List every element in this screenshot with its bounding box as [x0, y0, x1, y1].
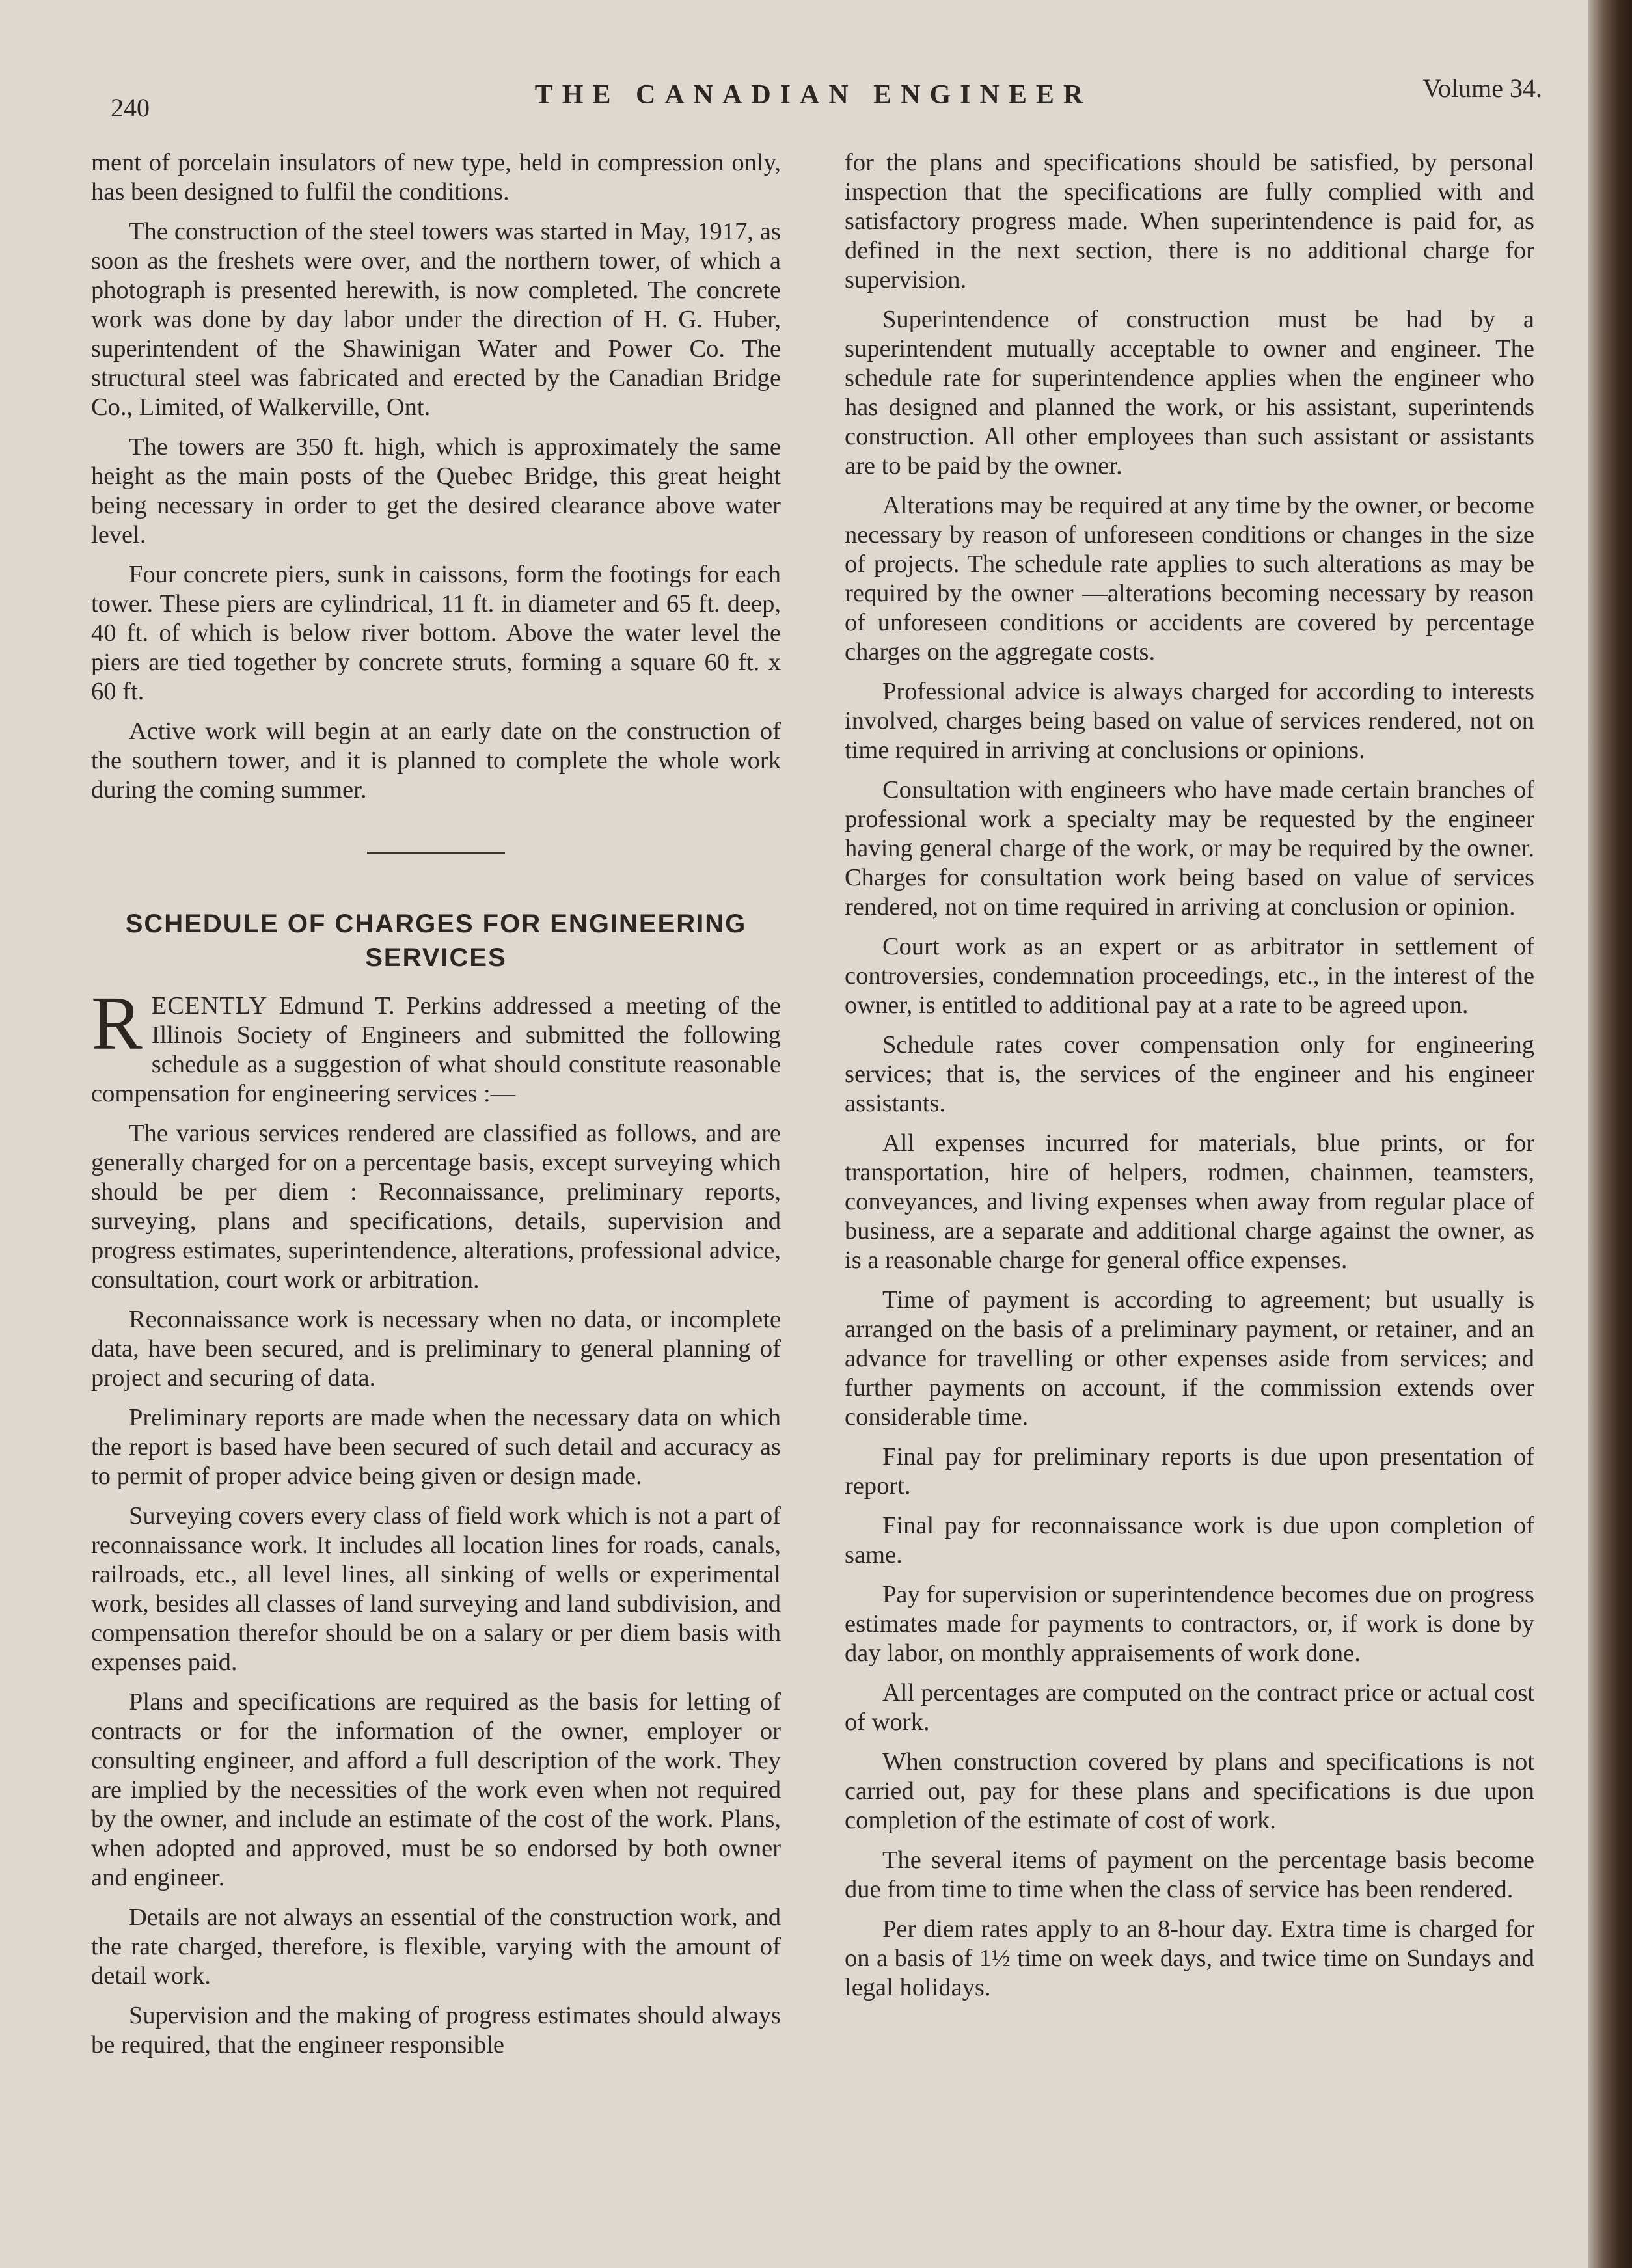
- paragraph: Details are not always an essential of the construction work, and the rate charged, therefore, is flexible, varying with the amount of detail work.: [91, 1904, 781, 1990]
- article-heading-line: SCHEDULE OF CHARGES FOR ENGINEERING: [125, 910, 747, 938]
- paragraph: Active work will begin at an early date on the construction of the southern tower, and it is planned to complete the whole work during the coming summer.: [91, 718, 781, 803]
- paragraph: Alterations may be required at any time by the owner, or become necessary by reason of unforeseen conditions or changes in the size of projects. The schedule rate applies to such alterations as may be required by the owner —alterations becoming necessary by reason of unforeseen conditions or accidents are covered by percentage charges on the aggregate costs.: [845, 492, 1534, 666]
- paragraph: Consultation with engineers who have made certain branches of professional work a specialty may be requested by the engineer having general charge of the work, or may be required by the owner. Charges for consultation work being based on value of services rendered, not on time required in arriving at conclusion or opinion.: [845, 776, 1534, 921]
- paragraph: The several items of payment on the percentage basis become due from time to time when the class of service has been rendered.: [845, 1846, 1534, 1903]
- paragraph: Schedule rates cover compensation only for engineering services; that is, the services of the engineer and his engineer assistants.: [845, 1031, 1534, 1117]
- paragraph: Preliminary reports are made when the necessary data on which the report is based have been secured of such detail and accuracy as to permit of proper advice being given or design made.: [91, 1404, 781, 1490]
- article-heading-line: SERVICES: [365, 943, 507, 972]
- paragraph: The construction of the steel towers was started in May, 1917, as soon as the freshets were over, and the northern tower, of which a photograph is presented herewith, is now completed. The concrete work was done by day labor under the direction of H. G. Huber, superintendent of the Shawinigan Water and Power Co. The structural steel was fabricated and erected by the Canadian Bridge Co., Limited, of Walkerville, Ont.: [91, 218, 781, 421]
- paragraph: Final pay for reconnaissance work is due upon completion of same.: [845, 1512, 1534, 1569]
- paragraph: Court work as an expert or as arbitrator in settlement of controversies, condemnation proceedings, etc., in the interest of the owner, is entitled to additional pay at a rate to be agreed upon.: [845, 933, 1534, 1019]
- section-divider: [367, 852, 505, 854]
- paragraph: Plans and specifications are required as the basis for letting of contracts or for the information of the owner, employer or consulting engineer, and afford a full description of the work. They are implied by the necessities of the work even when not required by the owner, and include an estimate of the cost of the work. Plans, when adopted and approved, must be so endorsed by both owner and engineer.: [91, 1688, 781, 1891]
- paragraph: Four concrete piers, sunk in caissons, form the footings for each tower. These piers are cylindrical, 11 ft. in diameter and 65 ft. deep, 40 ft. of which is below river bottom. Above the water level the piers are tied together by concrete struts, forming a square 60 ft. x 60 ft.: [91, 561, 781, 705]
- paragraph: Supervision and the making of progress estimates should always be required, that the engineer responsible: [91, 2002, 781, 2059]
- drop-cap: R: [91, 980, 143, 1066]
- volume-label: Volume 34.: [1422, 74, 1542, 103]
- lead-small-caps: ECENTLY: [151, 992, 268, 1019]
- paragraph: When construction covered by plans and specifications is not carried out, pay for these plans and specifications is due upon completion of the estimate of cost of work.: [845, 1748, 1534, 1834]
- paragraph: Professional advice is always charged for according to interests involved, charges being based on value of services rendered, not on time required in arriving at conclusions or opinions.: [845, 678, 1534, 764]
- book-spine: [1588, 0, 1632, 2268]
- paragraph: Surveying covers every class of field work which is not a part of reconnaissance work. It includes all location lines for roads, canals, railroads, etc., all level lines, all sinking of wells or experimental work, besides all classes of land surveying and land subdivision, and compensation therefor should be on a salary or per diem basis with expenses paid.: [91, 1502, 781, 1676]
- page-number: 240: [111, 93, 150, 122]
- running-head: [85, 73, 1542, 122]
- paragraph: All expenses incurred for materials, blue prints, or for transportation, hire of helpers, rodmen, chainmen, teamsters, conveyances, and living expenses when away from regular place of business, are a separate and additional charge against the owner, as is a reasonable charge for general office expenses.: [845, 1129, 1534, 1274]
- right-column: [845, 148, 1534, 2013]
- paragraph: Reconnaissance work is necessary when no data, or incomplete data, have been secured, and is preliminary to general planning of project and securing of data.: [91, 1306, 781, 1392]
- paragraph: ment of porcelain insulators of new type, held in compression only, has been designed to fulfil the conditions.: [91, 149, 781, 206]
- paragraph: Time of payment is according to agreement; but usually is arranged on the basis of a preliminary payment, or retainer, and an advance for travelling or other expenses aside from services; and further payments on account, if the commission extends over considerable time.: [845, 1286, 1534, 1431]
- journal-title: THE CANADIAN ENGINEER: [534, 80, 1093, 110]
- paragraph: Pay for supervision or superintendence becomes due on progress estimates made for payments to contractors, or, if work is done by day labor, on monthly appraisements of work done.: [845, 1581, 1534, 1667]
- paragraph: for the plans and specifications should be satisfied, by personal inspection that the specifications are fully complied with and satisfactory progress made. When superintendence is paid for, as defined in the next section, there is no additional charge for supervision.: [845, 149, 1534, 293]
- paragraph: The various services rendered are classified as follows, and are generally charged for on a percentage basis, except surveying which should be per diem : Reconnaissance, preliminary reports, surveying, plans and specifications, details, supervision and progress estimates, superintendence, alterations, professional advice, consultation, court work or arbitration.: [91, 1120, 781, 1293]
- paragraph: Superintendence of construction must be had by a superintendent mutually acceptable to owner and engineer. The schedule rate for superintendence applies when the engineer who has designed and planned the work, or his assistant, superintends construction. All other employees than such assistant or assistants are to be paid by the owner.: [845, 306, 1534, 479]
- left-column: [91, 148, 781, 2070]
- article-heading: [91, 907, 781, 975]
- paragraph: Per diem rates apply to an 8-hour day. Extra time is charged for on a basis of 1½ time on week days, and twice time on Sundays and legal holidays.: [845, 1915, 1534, 2001]
- paragraph: The towers are 350 ft. high, which is approximately the same height as the main posts of the Quebec Bridge, this great height being necessary in order to get the desired clearance above water level.: [91, 433, 781, 548]
- paragraph: Final pay for preliminary reports is due upon presentation of report.: [845, 1443, 1534, 1500]
- lead-text: Edmund T. Perkins addressed a meeting of the Illinois Society of Engineers and submitted the following schedule as a suggestion of what should constitute reasonable compensation for engineering services :—: [91, 992, 781, 1107]
- lead-paragraph: [91, 980, 781, 1109]
- paragraph: All percentages are computed on the contract price or actual cost of work.: [845, 1679, 1534, 1736]
